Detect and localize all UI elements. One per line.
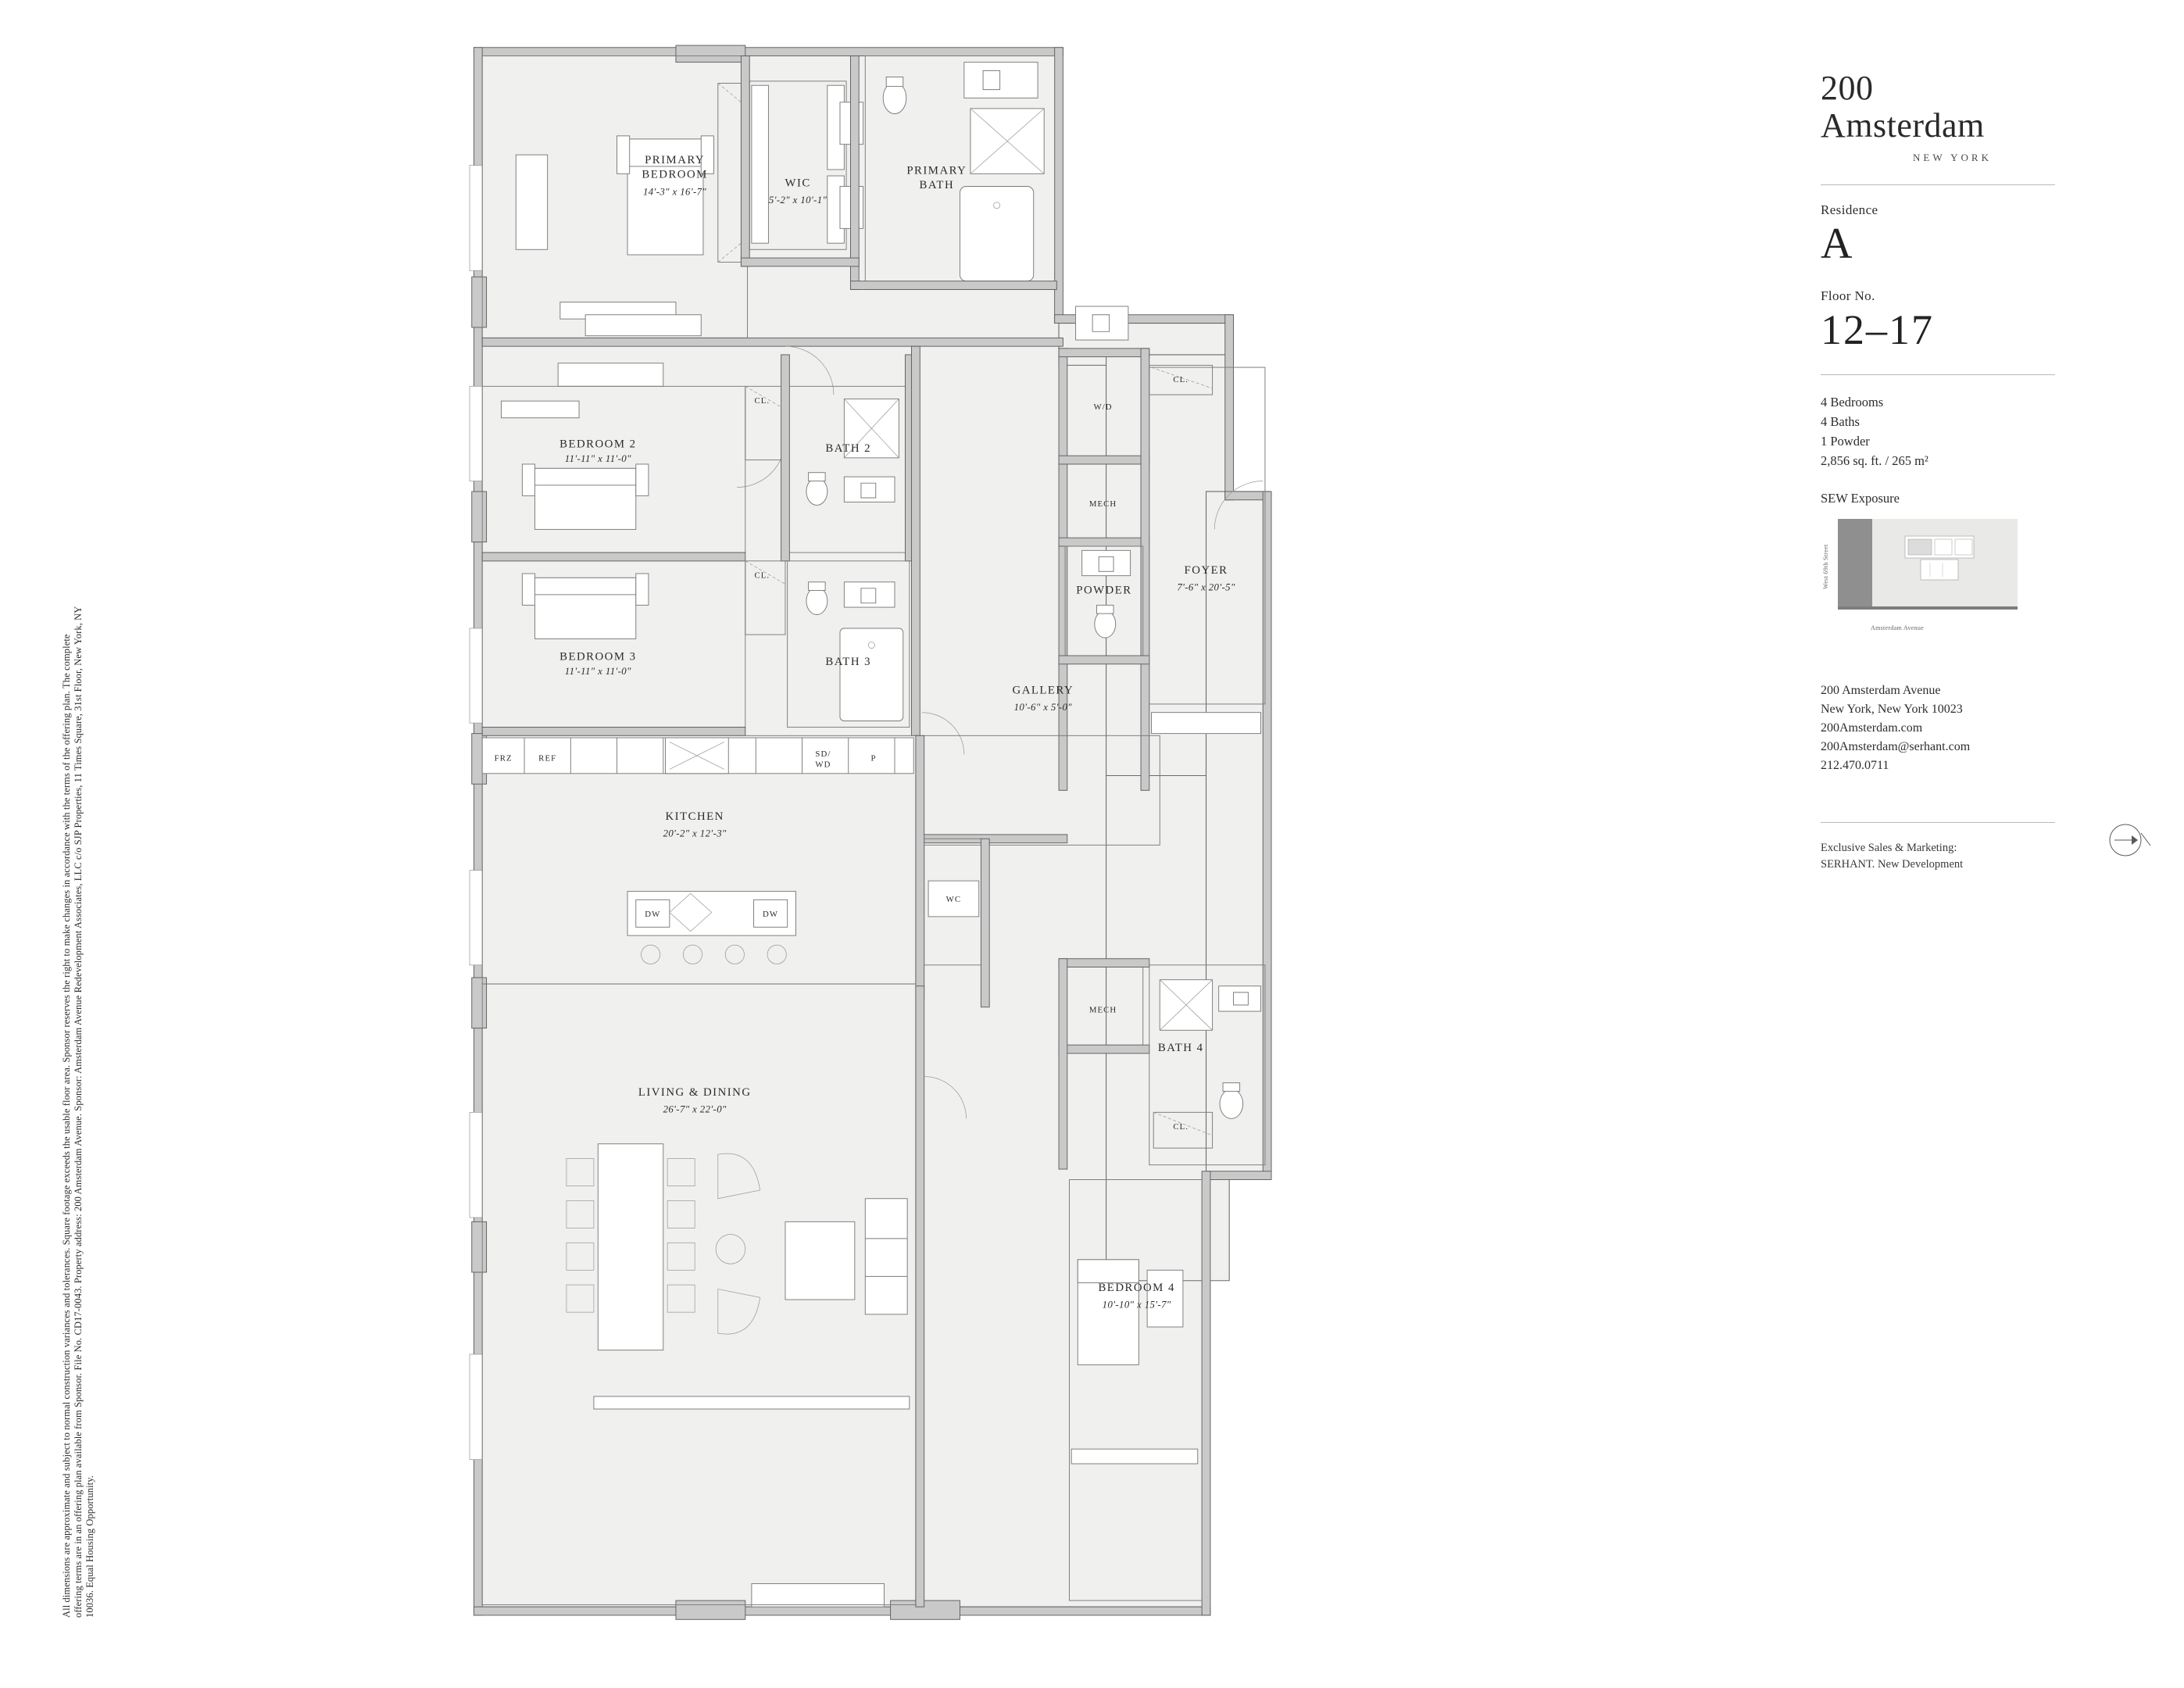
tag-label: REF bbox=[538, 753, 557, 764]
tag-label: FRZ bbox=[494, 753, 513, 764]
exclusive-marketing bbox=[1821, 840, 2079, 873]
room-dim: 10'-10" x 15'-7" bbox=[1102, 1299, 1171, 1311]
key-map-diagram bbox=[1821, 514, 2033, 631]
tag-label: DW bbox=[645, 909, 661, 919]
room-label: BATH 4 bbox=[1157, 1042, 1204, 1055]
tag-label: WD bbox=[815, 760, 831, 770]
floor-value: 12–17 bbox=[1821, 306, 1934, 353]
room-dim: 11'-11" x 11'-0" bbox=[564, 666, 631, 678]
divider bbox=[1821, 374, 2055, 375]
spec-area: 2,856 sq. ft. / 265 m² bbox=[1821, 453, 1928, 468]
tag-label: DW bbox=[763, 909, 779, 919]
divider bbox=[1821, 822, 2055, 823]
room-label: KITCHEN bbox=[665, 810, 724, 824]
website-link[interactable]: 200Amsterdam.com bbox=[1821, 721, 1923, 735]
room-label: WIC bbox=[785, 177, 811, 190]
room-dim: 14'-3" x 16'-7" bbox=[643, 186, 707, 198]
spec-powder: 1 Powder bbox=[1821, 434, 1870, 449]
spec-list bbox=[1821, 392, 2079, 470]
room-label: PRIMARY bbox=[645, 153, 706, 166]
room-dim: 5'-2" x 10'-1" bbox=[768, 195, 827, 206]
tag-label: CL. bbox=[1173, 1121, 1189, 1132]
spec-baths: 4 Baths bbox=[1821, 414, 1860, 429]
room-label: BATH bbox=[919, 179, 955, 192]
key-map bbox=[1821, 514, 2033, 631]
tag-label: CL. bbox=[754, 395, 770, 406]
room-label: BEDROOM 2 bbox=[559, 438, 637, 451]
brand-line-2: Amsterdam bbox=[1821, 106, 1985, 145]
tag-label: W/D bbox=[1093, 402, 1113, 412]
room-label: FOYER bbox=[1184, 563, 1228, 577]
phone-number[interactable]: 212.470.0711 bbox=[1821, 759, 1889, 772]
room-dim: 11'-11" x 11'-0" bbox=[564, 453, 631, 465]
exclusive-line: Exclusive Sales & Marketing: bbox=[1821, 842, 1957, 854]
floor-plan-drawing bbox=[469, 39, 1375, 1649]
brand-line-3: NEW YORK bbox=[1913, 152, 1992, 163]
room-label: POWDER bbox=[1076, 584, 1132, 597]
room-dim: 10'-6" x 5'-0" bbox=[1013, 702, 1073, 713]
residence-label: Residence bbox=[1821, 202, 1878, 217]
legal-disclaimer bbox=[61, 164, 95, 1618]
compass-rose bbox=[2102, 813, 2184, 871]
divider bbox=[1821, 184, 2055, 185]
legal-line: 10036. Equal Housing Opportunity. bbox=[84, 1475, 95, 1618]
tag-label: MECH bbox=[1088, 1005, 1117, 1015]
floor-label: Floor No. bbox=[1821, 288, 1875, 303]
room-label: LIVING & DINING bbox=[638, 1085, 752, 1099]
compass-icon bbox=[2102, 813, 2157, 867]
exposure-label: SEW Exposure bbox=[1821, 491, 1900, 506]
room-label: PRIMARY bbox=[906, 164, 967, 177]
legal-line: offering terms are in an offering plan available from Sponsor. File No. CD17-0043. Property address: 200 Amsterdam Avenue. Sponsor: Amsterdam Avenue Redevelopment Associates, LLC c/o SJP Properties, 11 Times Square, 31st Floor, New York, NY bbox=[73, 606, 84, 1618]
exclusive-line: SERHANT. New Development bbox=[1821, 858, 1964, 871]
tag-label: MECH bbox=[1088, 499, 1117, 509]
legal-line: All dimensions are approximate and subject to normal construction variances and tolerances. Square footage exceeds the usable floor area. Sponsor reserves the right to make changes in accordance with the terms of the offering plan. The complete bbox=[61, 634, 72, 1618]
tag-label: P bbox=[870, 753, 877, 764]
room-dim: 7'-6" x 20'-5" bbox=[1177, 581, 1235, 593]
tag-label: CL. bbox=[754, 570, 770, 581]
room-label: BATH 3 bbox=[825, 656, 872, 669]
floor-plan bbox=[469, 39, 1375, 1649]
brand-logo bbox=[1821, 70, 2079, 164]
room-label: BEDROOM 4 bbox=[1098, 1282, 1175, 1295]
email-link[interactable]: 200Amsterdam@serhant.com bbox=[1821, 740, 1971, 753]
brand-line-1: 200 bbox=[1821, 69, 1874, 107]
key-map-avenue-label: Amsterdam Avenue bbox=[1871, 624, 1924, 631]
tag-label: SD/ bbox=[815, 749, 831, 760]
room-label: BEDROOM 3 bbox=[559, 650, 637, 663]
key-map-street-label: West 69th Street bbox=[1822, 544, 1829, 589]
room-dim: 26'-7" x 22'-0" bbox=[663, 1103, 727, 1115]
info-panel bbox=[1821, 70, 2079, 873]
tag-label: CL. bbox=[1173, 374, 1189, 384]
address-line: 200 Amsterdam Avenue bbox=[1821, 684, 1941, 697]
room-dim: 20'-2" x 12'-3" bbox=[663, 828, 727, 839]
address-block bbox=[1821, 681, 2079, 775]
residence-value: A bbox=[1821, 220, 1853, 268]
address-line: New York, New York 10023 bbox=[1821, 703, 1963, 716]
room-label: BEDROOM bbox=[642, 168, 708, 181]
tag-label: WC bbox=[945, 895, 962, 905]
room-label: BATH 2 bbox=[825, 442, 872, 455]
room-label: GALLERY bbox=[1012, 684, 1074, 697]
spec-bedrooms: 4 Bedrooms bbox=[1821, 395, 1884, 409]
